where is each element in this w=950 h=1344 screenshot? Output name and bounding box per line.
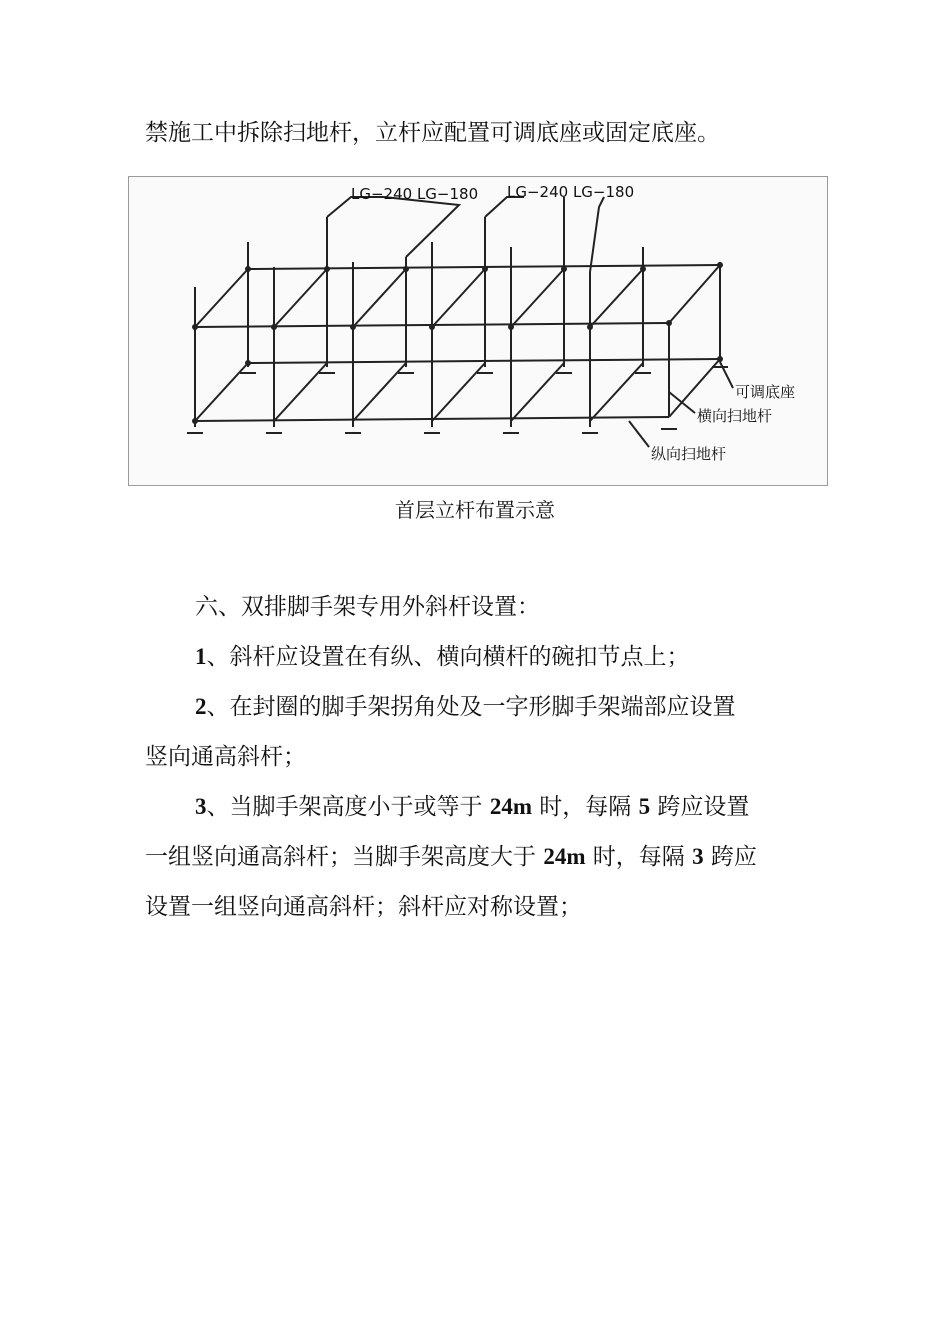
item-1 <box>195 642 690 672</box>
label-adjustable-base: 可调底座 <box>735 383 796 401</box>
item-3-text-a1: 、当脚手架高度小于或等于 <box>206 794 490 820</box>
item-3-text-b3: 跨应 <box>703 844 757 870</box>
label-transverse-sweep: 横向扫地杆 <box>697 407 773 425</box>
item-1-text: 、斜杆应设置在有纵、横向横杆的碗扣节点上； <box>206 644 690 670</box>
section-heading: 六、双排脚手架专用外斜杆设置： <box>195 594 540 620</box>
label-lg-right: LG−240 LG−180 <box>507 183 635 201</box>
item-3-line-2 <box>145 842 757 872</box>
item-3-line-3: 设置一组竖向通高斜杆；斜杆应对称设置； <box>145 894 582 920</box>
item-3-number: 3 <box>195 794 207 819</box>
scaffold-drawing <box>129 177 827 485</box>
item-3-text-a2: 时，每隔 <box>531 794 639 820</box>
intro-line: 禁施工中拆除扫地杆，立杆应配置可调底座或固定底座。 <box>145 120 720 146</box>
item-3-text-a3: 跨应设置 <box>650 794 750 820</box>
label-lg-left: LG−240 LG−180 <box>351 185 479 203</box>
item-2-text-a: 、在封圈的脚手架拐角处及一字形脚手架端部应设置 <box>206 694 736 720</box>
item-1-number: 1 <box>195 644 207 669</box>
item-2-line-1 <box>195 692 736 722</box>
label-longitudinal-sweep: 纵向扫地杆 <box>651 445 727 463</box>
item-3-value-3: 24m <box>543 844 586 869</box>
scaffold-diagram <box>128 176 828 486</box>
figure-caption: 首层立杆布置示意 <box>395 498 555 522</box>
item-3-line-1 <box>195 792 749 822</box>
item-3-value-4: 3 <box>692 844 704 869</box>
item-3-text-b2: 时，每隔 <box>585 844 693 870</box>
item-2-number: 2 <box>195 694 207 719</box>
item-2-line-2: 竖向通高斜杆； <box>145 744 306 770</box>
item-3-text-b1: 一组竖向通高斜杆；当脚手架高度大于 <box>145 844 544 870</box>
item-3-value-2: 5 <box>638 794 651 819</box>
item-3-value-1: 24m <box>489 794 532 819</box>
